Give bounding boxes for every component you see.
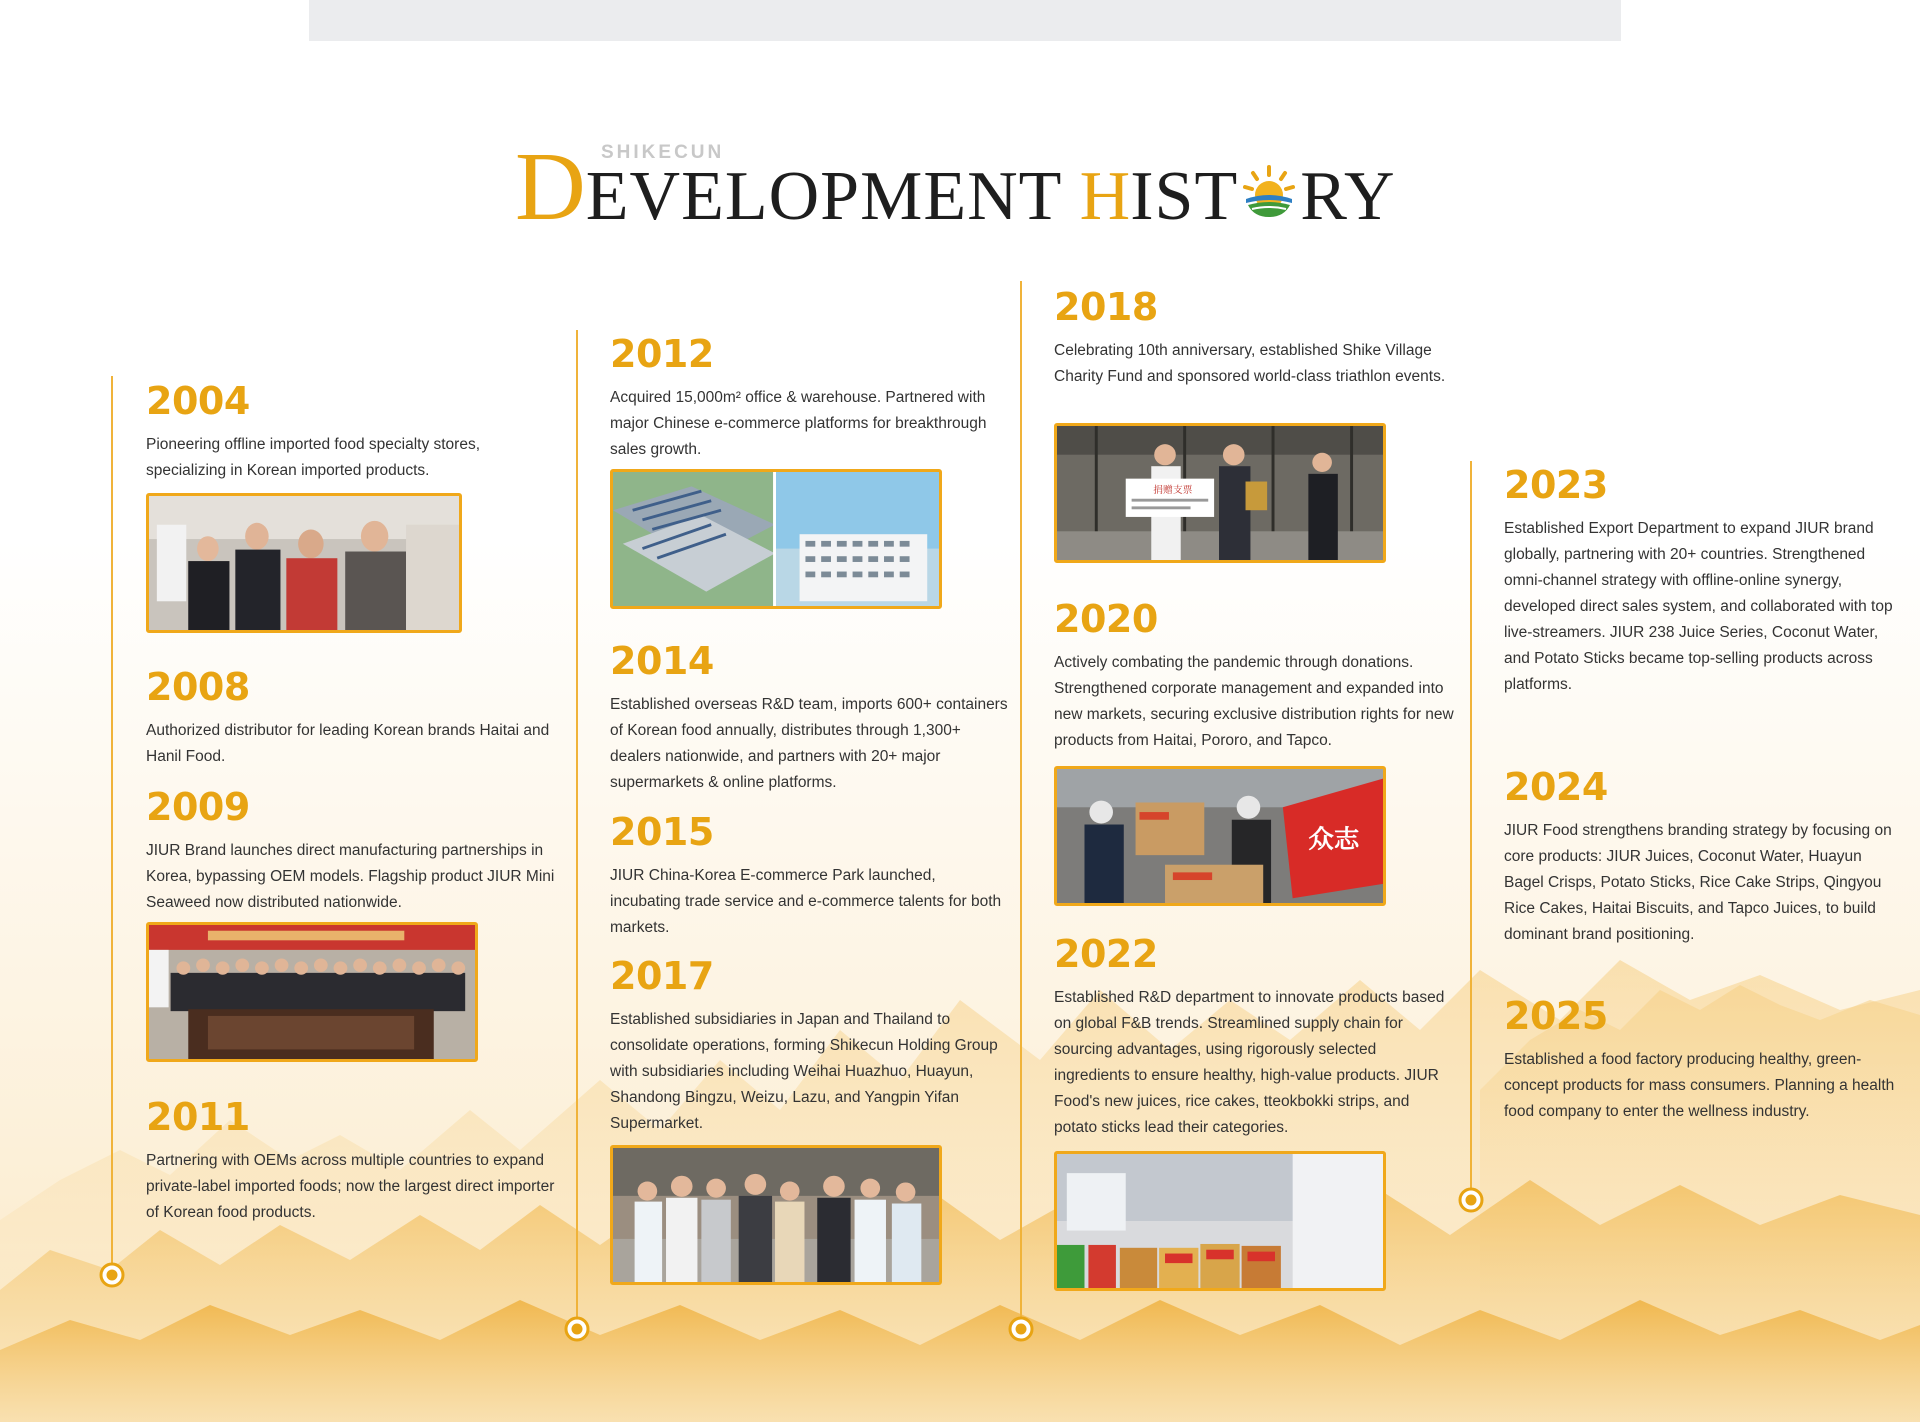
entry-text: JIUR China-Korea E-commerce Park launched, incubating trade service and e-commerce talents for both markets. xyxy=(610,867,1002,936)
entry-2022 xyxy=(1054,932,1454,1141)
entry-text: Pioneering offline imported food specialty stores, specializing in Korean imported products. xyxy=(146,436,481,479)
entry-text: Partnering with OEMs across multiple countries to expand private-label imported foods; now the largest direct importer of Korean food products. xyxy=(146,1152,555,1221)
entry-text: Authorized distributor for leading Korean brands Haitai and Hanil Food. xyxy=(146,722,550,765)
entry-year: 2022 xyxy=(1054,932,1158,976)
entry-year: 2008 xyxy=(146,665,250,709)
photo-2009-group xyxy=(146,922,478,1062)
top-bar xyxy=(309,0,1621,41)
entry-2018 xyxy=(1054,285,1454,390)
entry-text: Established Export Department to expand JIUR brand globally, partnering with 20+ countries. Strengthened omni-channel strategy with offline-online synergy, developed direct sales system, and collaborated with top live-streamers. JIUR 238 Juice Series, Coconut Water, and Potato Sticks became top-selling products across platforms. xyxy=(1504,520,1893,693)
sun-logo-icon xyxy=(1240,163,1298,221)
timeline-axis-3 xyxy=(1020,281,1022,1328)
timeline-node-3 xyxy=(1008,1316,1034,1342)
photo-2012-warehouse xyxy=(610,469,942,609)
entry-text: JIUR Brand launches direct manufacturing partnerships in Korea, bypassing OEM models. Flagship product JIUR Mini Seaweed now distributed nationwide. xyxy=(146,842,555,911)
photo-2018-donation xyxy=(1054,423,1386,563)
title-ist: IST xyxy=(1130,158,1239,235)
title-rest: EVELOPMENT xyxy=(585,158,1080,235)
photo-2020-banner-text: 众志 xyxy=(1308,824,1360,854)
entry-year: 2020 xyxy=(1054,597,1158,641)
photo-2022-products xyxy=(1054,1151,1386,1291)
entry-year: 2012 xyxy=(610,332,714,376)
entry-2009 xyxy=(146,785,556,916)
title-subtitle: SHIKECUN xyxy=(601,142,725,163)
entry-year: 2024 xyxy=(1504,765,1608,809)
entry-year: 2004 xyxy=(146,379,250,423)
entry-2017 xyxy=(610,954,1010,1137)
photo-2004-meeting xyxy=(146,493,462,633)
entry-2012 xyxy=(610,332,1010,463)
entry-year: 2023 xyxy=(1504,463,1608,507)
entry-2024 xyxy=(1504,765,1904,948)
entry-text: Celebrating 10th anniversary, established Shike Village Charity Fund and sponsored world-class triathlon events. xyxy=(1054,342,1446,385)
title-heading xyxy=(515,133,1396,241)
entry-year: 2011 xyxy=(146,1095,250,1139)
photo-2017-team xyxy=(610,1145,942,1285)
entry-year: 2014 xyxy=(610,639,714,683)
timeline-axis-2 xyxy=(576,330,578,1328)
entry-text: Established R&D department to innovate products based on global F&B trends. Streamlined supply chain for sourcing advantages, using rigorously selected ingredients to ensure healthy, high-value products. JIUR Food's new juices, rice cakes, tteokbokki strips, and potato sticks lead their categories. xyxy=(1054,989,1445,1136)
entry-year: 2009 xyxy=(146,785,250,829)
entry-2025 xyxy=(1504,994,1904,1125)
title-ry: RY xyxy=(1300,158,1396,235)
entry-text: Actively combating the pandemic through donations. Strengthened corporate management and expanded into new markets, securing exclusive distribution rights for new products from Haitai, Pororo, and Tapco. xyxy=(1054,654,1454,749)
title-initial: D xyxy=(515,133,586,241)
entry-year: 2018 xyxy=(1054,285,1158,329)
timeline-node-2 xyxy=(564,1316,590,1342)
page-title xyxy=(515,133,1405,241)
photo-2018-cheque-text: 捐赠支票 xyxy=(1153,485,1193,496)
entry-2004 xyxy=(146,379,556,484)
entry-year: 2017 xyxy=(610,954,714,998)
entry-2023 xyxy=(1504,463,1904,698)
timeline-node-4 xyxy=(1458,1187,1484,1213)
entry-text: Acquired 15,000m² office & warehouse. Partnered with major Chinese e-commerce platforms for breakthrough sales growth. xyxy=(610,389,987,458)
entry-year: 2025 xyxy=(1504,994,1608,1038)
entry-2020 xyxy=(1054,597,1454,754)
entry-2011 xyxy=(146,1095,556,1226)
photo-2020-pandemic-donation xyxy=(1054,766,1386,906)
entry-2008 xyxy=(146,665,556,770)
timeline-node-1 xyxy=(99,1262,125,1288)
entry-2015 xyxy=(610,810,1010,941)
entry-text: Established a food factory producing healthy, green-concept products for mass consumers. Planning a health food company to enter the wellness industry. xyxy=(1504,1051,1895,1120)
timeline-axis-4 xyxy=(1470,461,1472,1199)
entry-text: Established overseas R&D team, imports 600+ containers of Korean food annually, distributes through 1,300+ dealers nationwide, and partners with 20+ major supermarkets & online platforms. xyxy=(610,696,1008,791)
entry-text: JIUR Food strengthens branding strategy by focusing on core products: JIUR Juices, Coconut Water, Huayun Bagel Crisps, Potato Sticks, Rice Cake Strips, Qingyou Rice Cakes, Haitai Biscuits, and Tapco Juices, to build dominant brand positioning. xyxy=(1504,822,1892,943)
entry-2014 xyxy=(610,639,1010,796)
title-h: H xyxy=(1079,158,1131,235)
entry-year: 2015 xyxy=(610,810,714,854)
timeline-axis-1 xyxy=(111,376,113,1274)
entry-text: Established subsidiaries in Japan and Thailand to consolidate operations, forming Shikecun Holding Group with subsidiaries including Weihai Huazhuo, Huayun, Shandong Bingzu, Weizu, Lazu, and Yangpin Yifan Supermarket. xyxy=(610,1011,998,1132)
